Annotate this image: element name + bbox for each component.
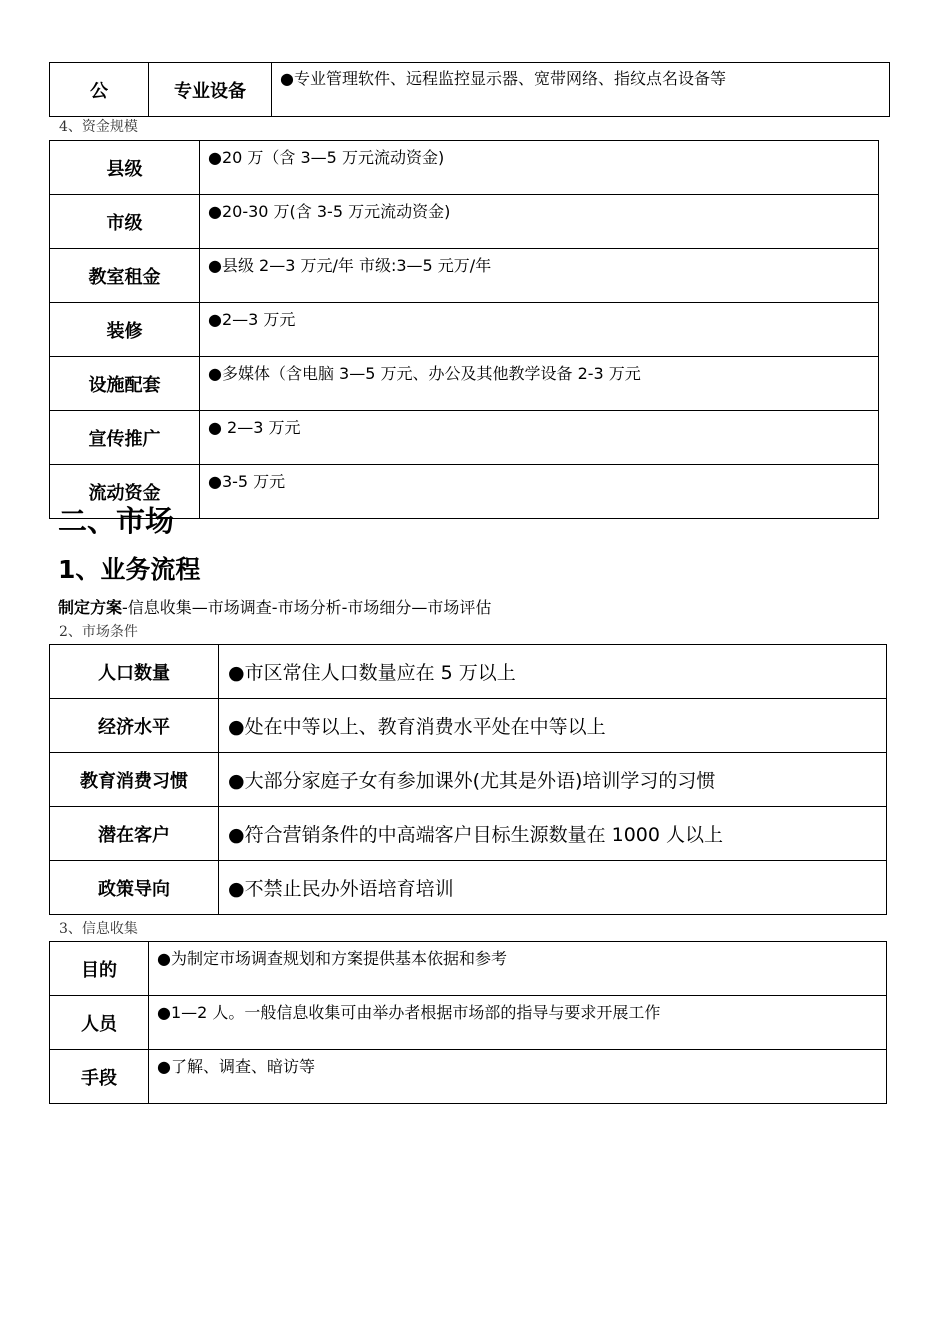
info-collection-table <box>49 941 887 1104</box>
row-value: ●2—3 万元 <box>200 303 879 357</box>
funds-table <box>49 140 879 519</box>
process-flow-start: 制定方案 <box>58 598 123 617</box>
category-cell: 公 <box>50 63 149 117</box>
row-value: ●1—2 人。一般信息收集可由举办者根据市场部的指导与要求开展工作 <box>149 996 887 1050</box>
table-row <box>50 942 887 996</box>
row-value: ●市区常住人口数量应在 5 万以上 <box>219 645 887 699</box>
row-label: 市级 <box>50 195 200 249</box>
row-label: 潜在客户 <box>50 807 219 861</box>
table-row <box>50 861 887 915</box>
section-caption-conditions: 2、市场条件 <box>59 624 138 640</box>
table-row <box>50 63 890 117</box>
row-label: 教室租金 <box>50 249 200 303</box>
item-cell: 专业设备 <box>149 63 272 117</box>
row-label: 装修 <box>50 303 200 357</box>
row-label: 手段 <box>50 1050 149 1104</box>
table-row <box>50 357 879 411</box>
row-value: ●了解、调查、暗访等 <box>149 1050 887 1104</box>
table-row <box>50 807 887 861</box>
row-label: 流动资金 <box>50 465 200 519</box>
row-value: ●20 万（含 3—5 万元流动资金) <box>200 141 879 195</box>
row-value: ●处在中等以上、教育消费水平处在中等以上 <box>219 699 887 753</box>
table-row <box>50 141 879 195</box>
row-value: ●符合营销条件的中高端客户目标生源数量在 1000 人以上 <box>219 807 887 861</box>
table-row <box>50 996 887 1050</box>
section-caption-funds: 4、资金规模 <box>59 119 138 135</box>
heading-process: 1、业务流程 <box>58 555 201 584</box>
table-row <box>50 645 887 699</box>
description-cell: ●专业管理软件、远程监控显示器、宽带网络、指纹点名设备等 <box>272 63 890 117</box>
row-label: 设施配套 <box>50 357 200 411</box>
row-value: ●为制定市场调查规划和方案提供基本依据和参考 <box>149 942 887 996</box>
equipment-table <box>49 62 890 117</box>
table-row <box>50 303 879 357</box>
row-label: 目的 <box>50 942 149 996</box>
process-flow-steps: -信息收集—市场调查-市场分析-市场细分—市场评估 <box>122 598 492 617</box>
row-label: 县级 <box>50 141 200 195</box>
heading-market: 二、市场 <box>58 504 175 538</box>
row-value: ● 2—3 万元 <box>200 411 879 465</box>
row-value: ●多媒体（含电脑 3—5 万元、办公及其他教学设备 2-3 万元 <box>200 357 879 411</box>
row-value: ●3-5 万元 <box>200 465 879 519</box>
table-row <box>50 249 879 303</box>
row-label: 教育消费习惯 <box>50 753 219 807</box>
table-row <box>50 411 879 465</box>
row-label: 宣传推广 <box>50 411 200 465</box>
table-row <box>50 753 887 807</box>
row-value: ●大部分家庭子女有参加课外(尤其是外语)培训学习的习惯 <box>219 753 887 807</box>
process-flow <box>58 597 491 619</box>
market-conditions-table <box>49 644 887 915</box>
row-label: 经济水平 <box>50 699 219 753</box>
table-row <box>50 195 879 249</box>
table-row <box>50 1050 887 1104</box>
table-row <box>50 699 887 753</box>
row-value: ●不禁止民办外语培育培训 <box>219 861 887 915</box>
row-label: 人员 <box>50 996 149 1050</box>
section-caption-info: 3、信息收集 <box>59 921 138 937</box>
row-label: 政策导向 <box>50 861 219 915</box>
row-value: ●县级 2—3 万元/年 市级:3—5 元万/年 <box>200 249 879 303</box>
row-label: 人口数量 <box>50 645 219 699</box>
row-value: ●20-30 万(含 3-5 万元流动资金) <box>200 195 879 249</box>
